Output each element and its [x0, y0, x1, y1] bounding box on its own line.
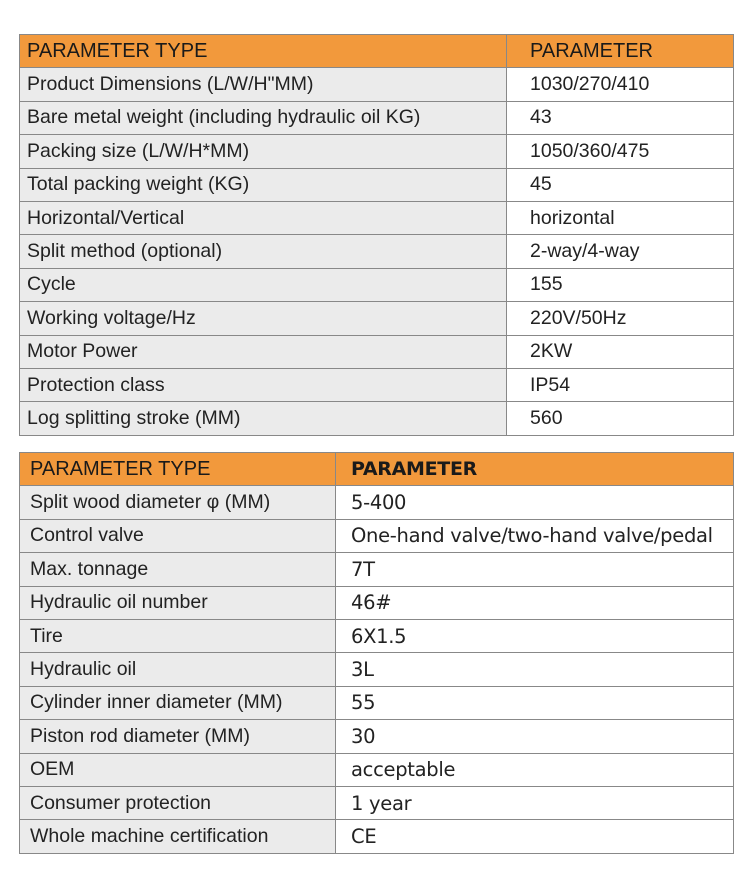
parameter-value-cell: 560	[507, 402, 734, 435]
parameter-value-cell: acceptable	[336, 753, 734, 786]
parameter-type-cell: Control valve	[20, 519, 336, 552]
table-row	[20, 519, 734, 552]
parameter-type-cell: Hydraulic oil number	[20, 586, 336, 619]
parameter-type-cell: Consumer protection	[20, 786, 336, 819]
parameter-type-cell: Motor Power	[20, 335, 507, 368]
parameter-type-cell: OEM	[20, 753, 336, 786]
table-row	[20, 368, 734, 401]
parameter-type-cell: Split wood diameter φ (MM)	[20, 486, 336, 519]
table-row	[20, 486, 734, 519]
parameter-value-cell: 30	[336, 720, 734, 753]
parameter-value-cell: 6X1.5	[336, 619, 734, 652]
table-row	[20, 720, 734, 753]
parameter-type-cell: Total packing weight (KG)	[20, 168, 507, 201]
table-row	[20, 786, 734, 819]
spec-table-1	[19, 34, 734, 436]
parameter-value-cell: 46#	[336, 586, 734, 619]
table-row	[20, 68, 734, 101]
table-row	[20, 201, 734, 234]
parameter-value-cell: 220V/50Hz	[507, 302, 734, 335]
parameter-value-cell: One-hand valve/two-hand valve/pedal	[336, 519, 734, 552]
spec-table-1-body	[20, 35, 734, 436]
table-row	[20, 335, 734, 368]
parameter-value-cell: 5-400	[336, 486, 734, 519]
table-row	[20, 553, 734, 586]
parameter-type-cell: Cylinder inner diameter (MM)	[20, 686, 336, 719]
parameter-type-cell: Max. tonnage	[20, 553, 336, 586]
parameter-value-cell: horizontal	[507, 201, 734, 234]
table-row	[20, 753, 734, 786]
table-row	[20, 168, 734, 201]
parameter-value-cell: 1050/360/475	[507, 135, 734, 168]
parameter-type-cell: Product Dimensions (L/W/H"MM)	[20, 68, 507, 101]
table-row	[20, 820, 734, 853]
parameter-value-cell: 43	[507, 101, 734, 134]
parameter-type-cell: Protection class	[20, 368, 507, 401]
table-header-row	[20, 453, 734, 486]
parameter-value-cell: 45	[507, 168, 734, 201]
table-row	[20, 101, 734, 134]
parameter-value-cell: CE	[336, 820, 734, 853]
table-row	[20, 619, 734, 652]
table-row	[20, 268, 734, 301]
header-parameter-type: PARAMETER TYPE	[20, 35, 507, 68]
table-header-row	[20, 35, 734, 68]
header-parameter: PARAMETER	[336, 453, 734, 486]
parameter-type-cell: Cycle	[20, 268, 507, 301]
parameter-type-cell: Split method (optional)	[20, 235, 507, 268]
parameter-type-cell: Hydraulic oil	[20, 653, 336, 686]
table-row	[20, 686, 734, 719]
parameter-type-cell: Horizontal/Vertical	[20, 201, 507, 234]
spec-table-2-body	[20, 453, 734, 854]
table-row	[20, 402, 734, 435]
parameter-value-cell: 2KW	[507, 335, 734, 368]
parameter-type-cell: Piston rod diameter (MM)	[20, 720, 336, 753]
table-row	[20, 235, 734, 268]
parameter-value-cell: 3L	[336, 653, 734, 686]
parameter-type-cell: Packing size (L/W/H*MM)	[20, 135, 507, 168]
parameter-type-cell: Working voltage/Hz	[20, 302, 507, 335]
parameter-value-cell: 55	[336, 686, 734, 719]
table-row	[20, 135, 734, 168]
table-row	[20, 302, 734, 335]
parameter-value-cell: 1 year	[336, 786, 734, 819]
parameter-type-cell: Bare metal weight (including hydraulic oil KG)	[20, 101, 507, 134]
table-row	[20, 586, 734, 619]
header-parameter-type: PARAMETER TYPE	[20, 453, 336, 486]
table-row	[20, 653, 734, 686]
parameter-type-cell: Whole machine certification	[20, 820, 336, 853]
parameter-type-cell: Log splitting stroke (MM)	[20, 402, 507, 435]
parameter-value-cell: 155	[507, 268, 734, 301]
spec-table-2	[19, 452, 734, 854]
parameter-value-cell: 7T	[336, 553, 734, 586]
parameter-value-cell: 2-way/4-way	[507, 235, 734, 268]
parameter-type-cell: Tire	[20, 619, 336, 652]
header-parameter: PARAMETER	[507, 35, 734, 68]
parameter-value-cell: 1030/270/410	[507, 68, 734, 101]
parameter-value-cell: IP54	[507, 368, 734, 401]
